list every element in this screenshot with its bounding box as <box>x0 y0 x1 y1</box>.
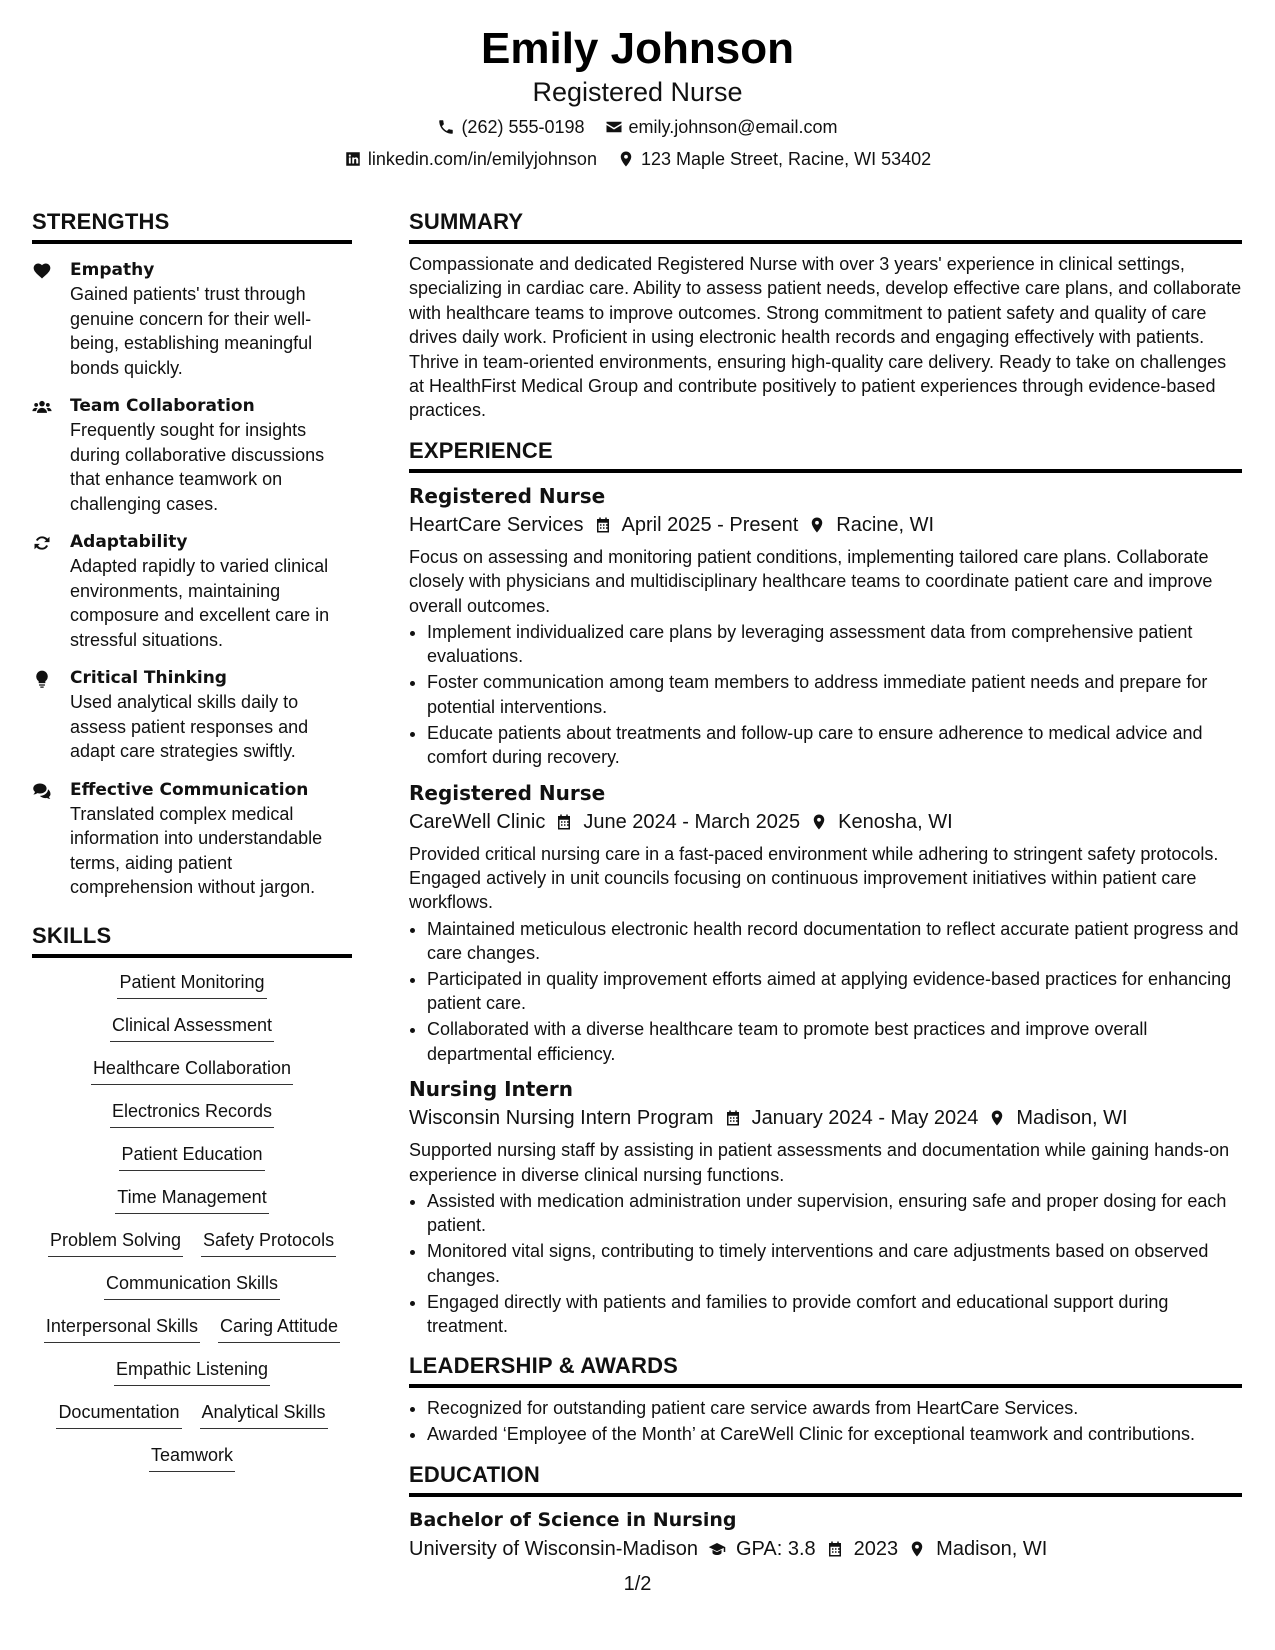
skill-tag: Analytical Skills <box>200 1400 328 1429</box>
skills-heading: SKILLS <box>32 922 352 958</box>
job-role: Registered Nurse <box>409 780 606 805</box>
job-bullet: • Collaborated with a diverse healthcare team to promote best practices and improve overall departmental efficiency. <box>427 1017 1242 1066</box>
job-entry <box>409 1076 1242 1338</box>
strength-desc: Used analytical skills daily to assess patient responses and adapt care strategies swiftly. <box>70 692 309 761</box>
job-bullet: • Educate patients about treatments and follow-up care to ensure adherence to medical advice and comfort during recovery. <box>427 721 1242 770</box>
linkedin-text[interactable]: linkedin.com/in/emilyjohnson <box>367 149 597 169</box>
summary-text: Compassionate and dedicated Registered Nurse with over 3 years' experience in clinical settings, specializing in cardiac care. Ability to assess patient needs, develop effective care plans, and collaborate with healthcare teams to improve outcomes. Strong commitment to patient safety and quality of care drives daily work. Proficient in using electronic health records and engaging effectively with patients. Thrive in team-oriented environments, ensuring high-quality care delivery. Ready to take on challenges at HealthFirst Medical Group and contribute positively to patient experiences through evidence-based practices. <box>409 254 1242 421</box>
email-text[interactable]: emily.johnson@email.com <box>628 117 838 137</box>
job-description: Supported nursing staff by assisting in patient assessments and documentation while gaining hands-on experience in diverse clinical nursing functions. <box>409 1140 1230 1185</box>
strength-desc: Gained patients' trust through genuine concern for their well-being, establishing meaningful bonds quickly. <box>70 284 313 378</box>
envelope-icon <box>605 118 623 136</box>
users-icon <box>32 397 52 417</box>
strength-name: Empathy <box>70 260 155 280</box>
experience-section <box>409 437 1242 1339</box>
heart-icon <box>32 261 52 281</box>
skill-tag: Empathic Listening <box>114 1357 270 1386</box>
contact-row-1 <box>0 116 1275 138</box>
skill-tag: Teamwork <box>149 1443 235 1472</box>
skill-tag: Patient Education <box>119 1142 264 1171</box>
job-bullet: • Engaged directly with patients and families to provide comfort and educational support during treatment. <box>427 1290 1242 1339</box>
strength-item <box>32 666 352 764</box>
strength-name: Team Collaboration <box>70 396 255 416</box>
job-description: Provided critical nursing care in a fast-paced environment while adhering to stringent safety protocols. Engaged actively in unit councils focusing on continuous improvement initiatives within patient care workflows. <box>409 843 1219 913</box>
graduation-cap-icon <box>708 1539 726 1559</box>
gpa-text: GPA: 3.8 <box>735 1537 816 1560</box>
strengths-heading: STRENGTHS <box>32 208 352 244</box>
job-meta <box>409 808 1242 836</box>
job-entry <box>409 483 1242 770</box>
strength-item <box>32 530 352 652</box>
address-text: 123 Maple Street, Racine, WI 53402 <box>640 149 932 169</box>
skill-tag: Documentation <box>56 1400 181 1429</box>
map-pin-icon <box>908 1539 926 1559</box>
phone-icon <box>437 118 455 136</box>
strength-item <box>32 258 352 380</box>
job-bullet: • Foster communication among team members to address immediate patient needs and prepare for potential interventions. <box>427 670 1242 719</box>
job-role: Registered Nurse <box>409 483 606 508</box>
summary-heading: SUMMARY <box>409 208 1242 244</box>
skill-tag: Clinical Assessment <box>110 1013 274 1042</box>
skills-list <box>32 970 352 1472</box>
job-bullet: • Assisted with medication administration under supervision, ensuring safe and proper dosing for each patient. <box>427 1189 1242 1238</box>
job-dates: April 2025 - Present <box>621 513 799 536</box>
education-heading: EDUCATION <box>409 1461 1242 1497</box>
calendar-icon <box>555 812 573 832</box>
right-column <box>409 208 1242 1563</box>
comments-icon <box>32 781 52 801</box>
skill-tag: Interpersonal Skills <box>44 1314 200 1343</box>
award-item: • Recognized for outstanding patient care service awards from HeartCare Services. <box>427 1396 1242 1420</box>
awards-list <box>409 1396 1242 1446</box>
job-company: Wisconsin Nursing Intern Program <box>409 1107 714 1130</box>
job-bullets <box>409 1189 1242 1338</box>
map-pin-icon <box>810 812 828 832</box>
job-meta <box>409 1104 1242 1132</box>
sync-icon <box>32 533 52 553</box>
job-entry <box>409 780 1242 1067</box>
job-company: HeartCare Services <box>409 513 584 536</box>
skill-tag: Healthcare Collaboration <box>91 1056 293 1085</box>
resume-header <box>0 0 1275 170</box>
job-bullets <box>409 917 1242 1066</box>
skill-tag: Safety Protocols <box>201 1228 336 1257</box>
candidate-title: Registered Nurse <box>532 77 743 107</box>
job-bullet: • Implement individualized care plans by leveraging assessment data from comprehensive patient evaluations. <box>427 620 1242 669</box>
strength-desc: Translated complex medical information into understandable terms, aiding patient comprehension without jargon. <box>70 803 323 897</box>
education-meta <box>409 1535 1242 1563</box>
map-pin-icon <box>808 515 826 535</box>
job-bullet: • Monitored vital signs, contributing to timely interventions and care adjustments based on observed changes. <box>427 1239 1242 1288</box>
page-number: 1/2 <box>623 1573 652 1595</box>
job-bullets <box>409 620 1242 769</box>
lightbulb-icon <box>32 669 52 689</box>
education-section <box>409 1461 1242 1563</box>
strength-name: Adaptability <box>70 532 188 552</box>
strength-name: Critical Thinking <box>70 668 227 688</box>
skill-tag: Time Management <box>115 1185 268 1214</box>
job-location: Kenosha, WI <box>838 810 953 833</box>
award-item: • Awarded ‘Employee of the Month’ at CareWell Clinic for exceptional teamwork and contributions. <box>427 1422 1242 1446</box>
awards-section <box>409 1352 1242 1446</box>
strength-desc: Adapted rapidly to varied clinical environments, maintaining composure and excellent care in stressful situations. <box>70 556 330 650</box>
map-pin-icon <box>617 150 635 168</box>
grad-year: 2023 <box>853 1537 899 1560</box>
experience-heading: EXPERIENCE <box>409 437 1242 473</box>
skill-tag: Electronics Records <box>110 1099 274 1128</box>
skill-tag: Communication Skills <box>104 1271 280 1300</box>
strength-name: Effective Communication <box>70 779 309 800</box>
contact-linkedin[interactable] <box>344 148 597 170</box>
school-location: Madison, WI <box>936 1537 1048 1560</box>
linkedin-icon <box>344 150 362 168</box>
job-location: Madison, WI <box>1016 1107 1128 1130</box>
job-dates: June 2024 - March 2025 <box>583 810 801 833</box>
calendar-icon <box>724 1108 742 1128</box>
job-role: Nursing Intern <box>409 1077 574 1102</box>
phone-text: (262) 555-0198 <box>461 117 585 137</box>
job-description: Focus on assessing and monitoring patient conditions, implementing tailored care plans. Collaborate closely with physicians and multidisciplinary healthcare teams to coordinate patient care and improve overall outcomes. <box>409 546 1213 616</box>
calendar-icon <box>594 515 612 535</box>
left-column <box>32 208 352 1486</box>
strength-item <box>32 778 352 900</box>
job-company: CareWell Clinic <box>409 810 546 833</box>
skill-tag: Problem Solving <box>48 1228 183 1257</box>
calendar-icon <box>826 1539 844 1559</box>
job-location: Racine, WI <box>836 513 935 536</box>
job-meta <box>409 511 1242 539</box>
degree-title: Bachelor of Science in Nursing <box>409 1508 737 1531</box>
job-bullet: • Participated in quality improvement efforts aimed at applying evidence-based practices for enhancing patient care. <box>427 967 1242 1016</box>
contact-address <box>617 148 931 170</box>
candidate-name: Emily Johnson <box>481 24 794 73</box>
contact-phone <box>437 116 584 138</box>
job-bullet: • Maintained meticulous electronic health record documentation to reflect accurate patient progress and care changes. <box>427 917 1242 966</box>
strength-desc: Frequently sought for insights during collaborative discussions that enhance teamwork on challenging cases. <box>70 420 325 514</box>
contact-row-2 <box>0 148 1275 170</box>
job-dates: January 2024 - May 2024 <box>751 1107 979 1130</box>
strength-item <box>32 394 352 516</box>
school-name: University of Wisconsin-Madison <box>409 1537 698 1560</box>
map-pin-icon <box>988 1108 1006 1128</box>
contact-email[interactable] <box>605 116 838 138</box>
skill-tag: Caring Attitude <box>218 1314 340 1343</box>
awards-heading: LEADERSHIP & AWARDS <box>409 1352 1242 1388</box>
skill-tag: Patient Monitoring <box>117 970 266 999</box>
